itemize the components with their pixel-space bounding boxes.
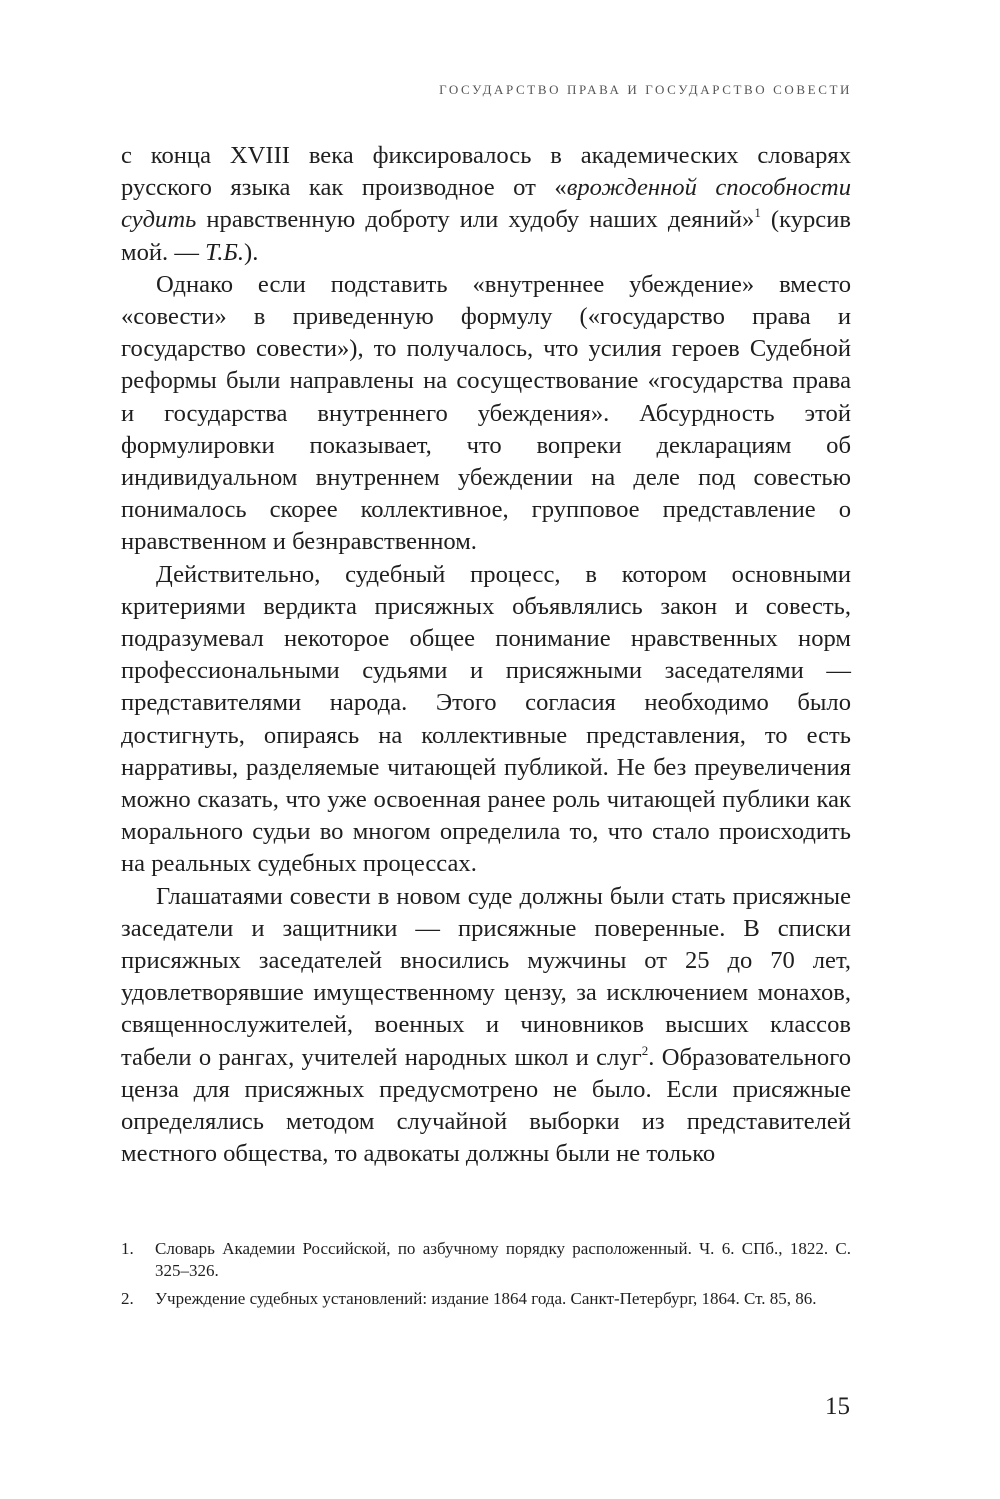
footnotes — [121, 1238, 851, 1316]
paragraph-1-middle: нравственную доброту или худобу наших деяний» — [196, 206, 755, 234]
paragraph-1 — [121, 140, 851, 269]
italic-quote: врожденной способности судить — [121, 174, 851, 234]
footnote-number: 2. — [121, 1289, 134, 1308]
paragraph-1-end: ). — [244, 238, 259, 266]
footnote-1 — [121, 1238, 851, 1282]
paragraph-1-start: с конца XVIII века фиксировалось в академических словарях русского языка как производное от « — [121, 142, 851, 202]
paragraph-2: Однако если подставить «внутреннее убеждение» вместо «совести» в приведенную формулу («государство права и государство совести»), то получалось, что усилия героев Судебной реформы были направлены на сосуществование «государства права и государства внутреннего убеждения». Абсурдность этой формулировки показывает, что вопреки декларациям об индивидуальном внутреннем убеждении на деле под совестью понималось скорее коллективное, групповое представление о нравственном и безнравственном. — [121, 270, 851, 556]
paragraph-3: Действительно, судебный процесс, в котором основными критериями вердикта присяжных объявлялись закон и совесть, подразумевал некоторое общее понимание нравственных норм профессиональными судьями и присяжными заседателями — представителями народа. Этого согласия необходимо было достигнуть, опираясь на коллективные представления, то есть нарративы, разделяемые читающей публикой. Не без преувеличения можно сказать, что уже освоенная ранее роль читающей публики как морального судьи во многом определила то, что стало происходить на реальных судебных процессах. — [121, 560, 851, 878]
paragraph-1-note: (курсив мой. — — [121, 206, 851, 266]
footnote-ref-2[interactable]: 2 — [641, 1042, 649, 1058]
author-initials: Т.Б. — [205, 238, 244, 266]
paragraph-4 — [121, 881, 851, 1171]
paragraph-4-start: Глашатаями совести в новом суде должны были стать присяжные заседатели и защитники — присяжные поверенные. В списки присяжных заседателей вносились мужчины от 25 до 70 лет, удовлетворявшие имущественному цензу, за исключением монахов, священнослужителей, военных и чиновников высших классов табели о рангах, учителей народных школ и слуг — [121, 882, 851, 1071]
footnote-text: Учреждение судебных установлений: издание 1864 года. Санкт-Петербург, 1864. Ст. 85, 86. — [155, 1289, 817, 1308]
page-number: 15 — [825, 1393, 850, 1420]
paragraph-4-end: . Образовательного ценза для присяжных предусмотрено не было. Если присяжные определялись методом случайной выборки из представителей местного общества, то адвокаты должны были не только — [121, 1043, 851, 1168]
footnote-2 — [121, 1288, 851, 1310]
footnote-ref-1[interactable]: 1 — [754, 205, 761, 221]
running-title: ГОСУДАРСТВО ПРАВА И ГОСУДАРСТВО СОВЕСТИ — [439, 82, 852, 97]
footnote-text: Словарь Академии Российской, по азбучному порядку расположенный. Ч. 6. СПб., 1822. С. 325–326. — [155, 1239, 851, 1280]
main-text — [121, 140, 851, 1171]
footnote-number: 1. — [121, 1239, 134, 1258]
